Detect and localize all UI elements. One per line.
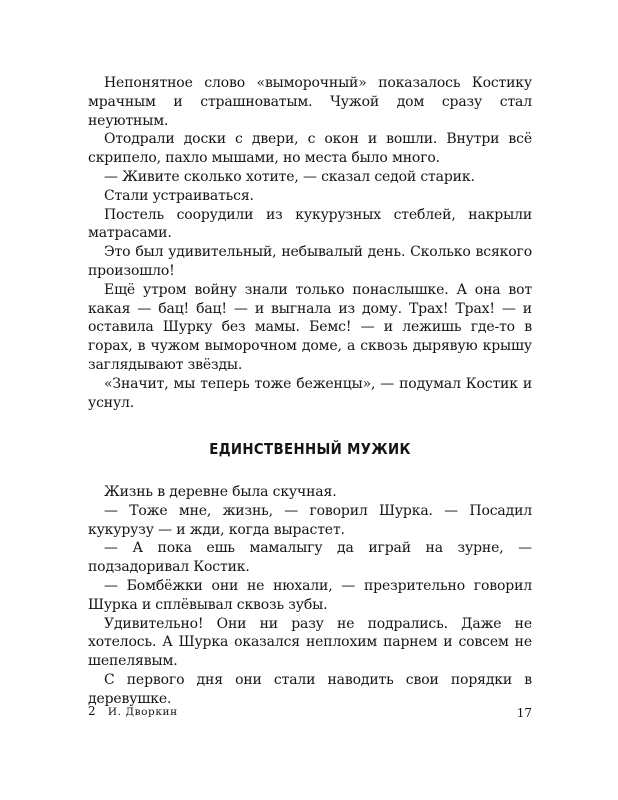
signature-mark: 2: [88, 704, 96, 718]
paragraph: Непонятное слово «выморочный» показалось Костику мрачным и страшноватым. Чужой дом сразу стал неуютным.: [88, 75, 532, 129]
paragraph: Отодрали доски с двери, с окон и вошли. Внутри всё скрипело, пахло мышами, но места было много.: [88, 131, 532, 167]
paragraph: — Бомбёжки они не нюхали, — презрительно говорил Шурка и сплёвывал сквозь зубы.: [88, 577, 532, 613]
paragraph: Жизнь в деревне была скучная.: [104, 484, 337, 500]
text-block-previous-chapter: [88, 74, 532, 412]
paragraph: «Значит, мы теперь тоже беженцы», — подумал Костик и уснул.: [88, 375, 532, 411]
paragraph: Это был удивительный, небывалый день. Сколько всякого произошло!: [88, 244, 532, 279]
chapter-title: ЕДИНСТВЕННЫЙ МУЖИК: [209, 440, 411, 458]
paragraph: — А пока ешь мамалыгу да играй на зурне, — подзадоривал Костик.: [88, 540, 532, 576]
text-block-new-chapter: [88, 483, 532, 709]
paragraph: — Живите сколько хотите, — сказал седой старик.: [104, 168, 475, 185]
page-number: 17: [516, 706, 532, 720]
footer-signature: [88, 704, 178, 718]
paragraph: Стали устраиваться.: [104, 187, 254, 204]
paragraph: — Тоже мне, жизнь, — говорил Шурка. — Посадил кукурузу — и жди, когда вырастет.: [88, 502, 532, 538]
footer-author: И. Дворкин: [107, 706, 178, 718]
paragraph: С первого дня они стали наводить свои порядки в деревушке.: [88, 671, 532, 707]
paragraph: Удивительно! Они ни разу не подрались. Даже не хотелось. А Шурка оказался неплохим парнем и совсем не шепелявым.: [88, 615, 532, 670]
paragraph: Ещё утром войну знали только понаслышке. А она вот какая — бац! бац! — и выгнала из дому. Трах! Трах! — и оставила Шурку без мамы. Бемс! — и лежишь где-то в горах, в чужом выморочном доме, а сквозь дырявую крышу заглядывают звёзды.: [88, 281, 532, 373]
paragraph: Постель соорудили из кукурузных стеблей, накрыли матрасами.: [88, 206, 532, 242]
